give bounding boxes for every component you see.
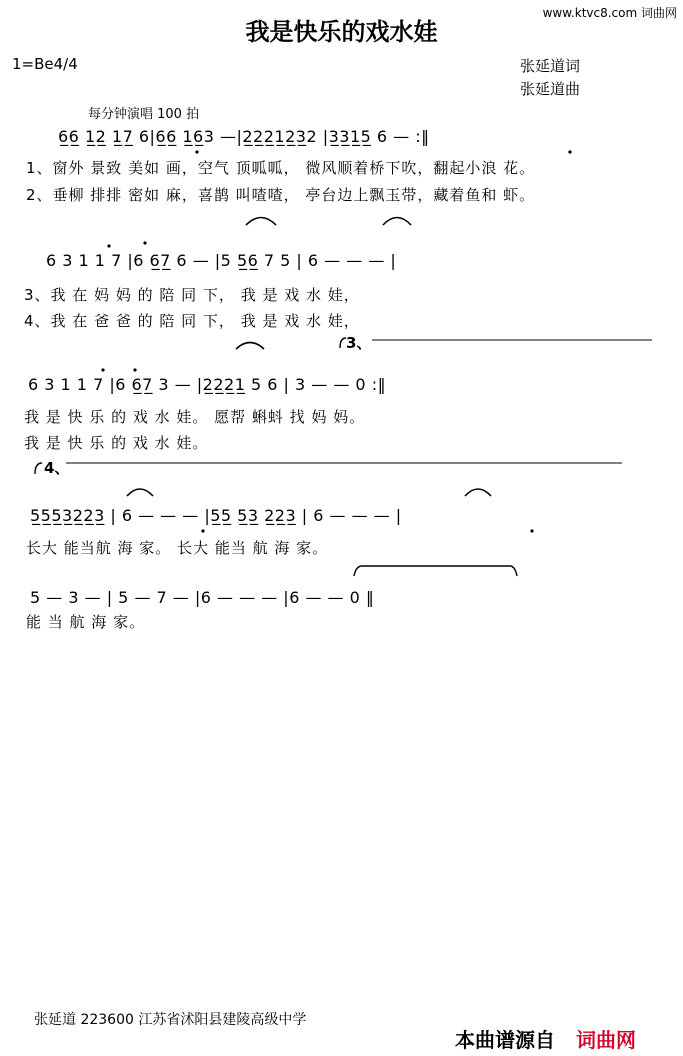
octave-dot bbox=[143, 241, 146, 244]
long-tie-mark bbox=[354, 566, 517, 576]
watermark: www.ktvc8.com 词曲网 bbox=[542, 6, 677, 20]
octave-dot bbox=[133, 368, 136, 371]
score-line-3: 6 3 1 1 7 |6 6̲7̲ 3 — |2̲2̲2̲1̲ 5 6 | 3 — — 0 :‖ bbox=[28, 375, 387, 394]
lyric-line-1-verse-2: 2、垂柳 排排 密如 麻，喜鹊 叫喳喳， 亭台边上飘玉带，藏着鱼和 虾。 bbox=[26, 186, 536, 204]
volta-3-hook bbox=[340, 338, 346, 348]
volta-4-hook bbox=[35, 463, 42, 474]
tie-mark bbox=[246, 218, 276, 226]
score-line-4: 5̲5̲5̲3̲2̲2̲3̲ | 6 — — — |5̲5̲ 5̲3̲ 2̲2̲3̲ | 6 — — — | bbox=[30, 506, 402, 525]
octave-dot bbox=[568, 150, 571, 153]
lyric-line-3-verse-2: 我 是 快 乐 的 戏 水 娃。 bbox=[24, 434, 209, 452]
score-line-5: 5 — 3 — | 5 — 7 — |6 — — — |6 — — 0 ‖ bbox=[30, 588, 375, 607]
score-line-1: 6̲6̲ 1̲2̲ 1̲7̲ 6|6̲6̲ 1̲6̲3 —|2̲2̲2̲1̲2̲3̲2 |3̲3̲1̲5̲ 6 — :‖ bbox=[58, 127, 430, 146]
score-line-2: 6 3 1 1 7 |6 6̲7̲ 6 — |5 5̲6̲ 7 5 | 6 — — — | bbox=[46, 251, 397, 270]
octave-dot bbox=[101, 368, 104, 371]
tie-mark bbox=[465, 489, 491, 496]
key-signature: 1=Be4/4 bbox=[12, 55, 78, 73]
source-site-link[interactable]: 词曲网 bbox=[575, 1028, 636, 1052]
lyricist: 张延道词 bbox=[520, 57, 581, 75]
author-info: 张延道 223600 江苏省沭阳县建陵高级中学 bbox=[34, 1012, 307, 1028]
composer: 张延道曲 bbox=[520, 80, 581, 98]
tempo-mark: 每分钟演唱 100 拍 bbox=[88, 107, 200, 122]
lyric-line-4: 长大 能当航 海 家。 长大 能当 航 海 家。 bbox=[26, 539, 329, 557]
lyric-line-2-verse-3: 3、我 在 妈 妈 的 陪 同 下， 我 是 戏 水 娃， bbox=[24, 286, 360, 304]
volta-4-label: 4、 bbox=[44, 459, 70, 477]
tie-mark bbox=[236, 343, 264, 350]
volta-3-label: 3、 bbox=[346, 334, 372, 352]
lyric-line-2-verse-4: 4、我 在 爸 爸 的 陪 同 下， 我 是 戏 水 娃， bbox=[24, 312, 360, 330]
octave-dot bbox=[107, 244, 110, 247]
source-brand bbox=[455, 1024, 636, 1053]
octave-dot bbox=[530, 529, 533, 532]
lyric-line-5: 能 当 航 海 家。 bbox=[26, 613, 146, 631]
tie-mark bbox=[383, 218, 411, 226]
octave-dot bbox=[195, 150, 198, 153]
source-prefix: 本曲谱源自 bbox=[455, 1028, 555, 1052]
lyric-line-3-verse-1: 我 是 快 乐 的 戏 水 娃。 愿帮 蝌蚪 找 妈 妈。 bbox=[24, 408, 366, 426]
octave-dot bbox=[201, 529, 204, 532]
page-title: 我是快乐的戏水娃 bbox=[245, 18, 438, 46]
lyric-line-1-verse-1: 1、窗外 景致 美如 画，空气 顶呱呱， 微风顺着桥下吹，翻起小浪 花。 bbox=[26, 159, 536, 177]
tie-mark bbox=[127, 489, 153, 496]
